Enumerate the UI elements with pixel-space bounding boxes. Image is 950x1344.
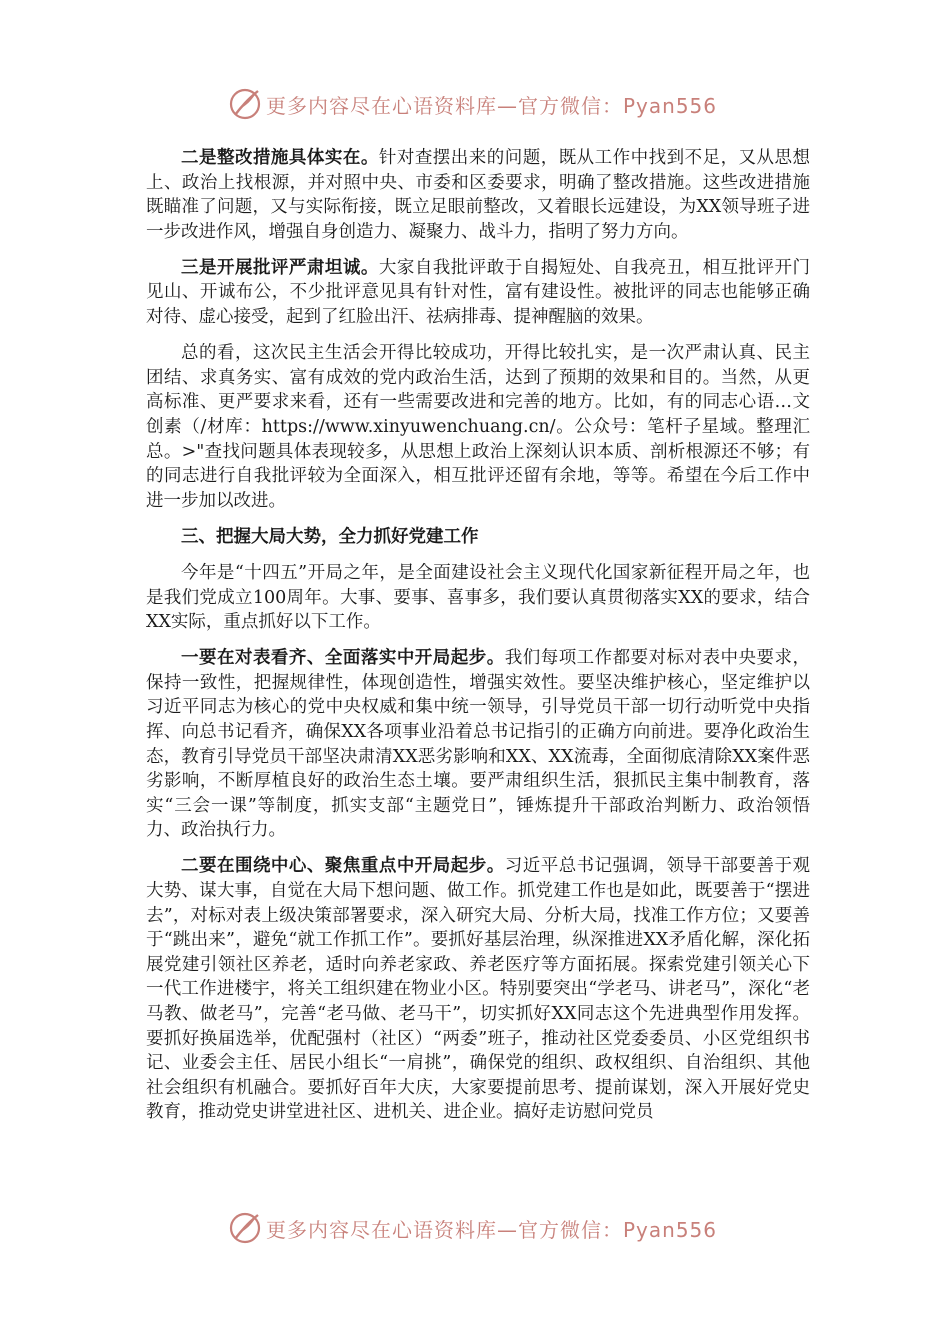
section-heading-text: 三、把握大局大势，全力抓好党建工作 <box>181 526 479 547</box>
watermark-text: 更多内容尽在心语资料库—官方微信：Pyan556 <box>266 1217 718 1242</box>
paragraph <box>146 561 810 635</box>
paragraph <box>146 341 810 513</box>
paragraph <box>146 256 810 330</box>
paragraph <box>146 854 810 1125</box>
paragraph-text: 我们每项工作都要对标对表中央要求，保持一致性，把握规律性，体现创造性，增强实效性。要坚决维护核心，坚定维护以习近平同志为核心的党中央权威和集中统一领导，引导党员干部一切行动听党中央指挥、向总书记看齐，确保XX各项事业沿着总书记指引的正确方向前进。要净化政治生态，教育引导党员干部坚决肃清XX恶劣影响和XX、XX流毒，全面彻底清除XX案件恶劣影响，不断厚植良好的政治生态土壤。要严肃组织生活，狠抓民主集中制教育，落实“三会一课”等制度，抓实支部“主题党日”，锤炼提升干部政治判断力、政治领悟力、政治执行力。 <box>146 648 810 841</box>
paragraph-text: 总的看，这次民主生活会开得比较成功，开得比较扎实，是一次严肃认真、民主团结、求真务实、富有成效的党内政治生活，达到了预期的效果和目的。当然，从更高标准、更严要求来看，还有一些需要改进和完善的地方。比如，有的同志心语…文创素（/材库：https://www.xinyuwenchuang.cn/。公众号：笔杆子星域。整理汇总。>"查找问题具体表现较多，从思想上政治上深刻认识本质、剖析根源还不够；有的同志进行自我批评较为全面深入，相互批评还留有余地，等等。希望在今后工作中进一步加以改进。 <box>146 343 810 511</box>
paragraph-lead: 一要在对表看齐、全面落实中开局起步。 <box>181 648 505 669</box>
paragraph-text: 今年是“十四五”开局之年，是全面建设社会主义现代化国家新征程开局之年，也是我们党成立100周年。大事、要事、喜事多，我们要认真贯彻落实XX的要求，结合XX实际，重点抓好以下工作。 <box>146 562 810 633</box>
quill-logo-icon <box>228 87 262 121</box>
paragraph-text: 针对查摆出来的问题，既从工作中找到不足，又从思想上、政治上找根源，并对照中央、市委和区委要求，明确了整改措施。这些改进措施既瞄准了问题，又与实际衔接，既立足眼前整改，又着眼长远建设，为XX领导班子进一步改进作风，增强自身创造力、凝聚力、战斗力，指明了努力方向。 <box>146 148 811 242</box>
paragraph <box>146 646 810 843</box>
document-body <box>146 146 810 1136</box>
paragraph-lead: 二是整改措施具体实在。 <box>181 148 379 168</box>
paragraph-lead: 三是开展批评严肃坦诚。 <box>181 257 379 278</box>
quill-logo-icon <box>228 1211 262 1245</box>
paragraph <box>146 146 810 244</box>
paragraph-text: 大家自我批评敢于自揭短处、自我亮丑，相互批评开门见山、开诚布公，不少批评意见具有针对性，富有建设性。被批评的同志也能够正确对待、虚心接受，起到了红脸出汗、祛病排毒、提神醒脑的效果。 <box>146 257 811 328</box>
watermark-banner-top <box>228 84 717 124</box>
paragraph-lead: 二要在围绕中心、聚焦重点中开局起步。 <box>181 856 505 877</box>
paragraph-text: 习近平总书记强调，领导干部要善于观大势、谋大事，自觉在大局下想问题、做工作。抓党建工作也是如此，既要善于“摆进去”，对标对表上级决策部署要求，深入研究大局、分析大局，找准工作方位；又要善于“跳出来”，避免“就工作抓工作”。要抓好基层治理，纵深推进XX矛盾化解，深化拓展党建引领社区养老，适时向养老家政、养老医疗等方面拓展。探索党建引领关心下一代工作进楼宇，将关工组织建在物业小区。特别要突出“学老马、讲老马”，深化“老马教、做老马”，完善“老马做、老马干”，切实抓好XX同志这个先进典型作用发挥。要抓好换届选举，优配强村（社区）“两委”班子，推动社区党委委员、小区党组织书记、业委会主任、居民小组长“一肩挑”，确保党的组织、政权组织、自治组织、其他社会组织有机融合。要抓好百年大庆，大家要提前思考、提前谋划，深入开展好党史教育，推动党史讲堂进社区、进机关、进企业。搞好走访慰问党员 <box>146 856 810 1123</box>
watermark-banner-bottom <box>228 1208 717 1248</box>
section-heading <box>146 525 810 550</box>
watermark-text: 更多内容尽在心语资料库—官方微信：Pyan556 <box>266 93 718 118</box>
